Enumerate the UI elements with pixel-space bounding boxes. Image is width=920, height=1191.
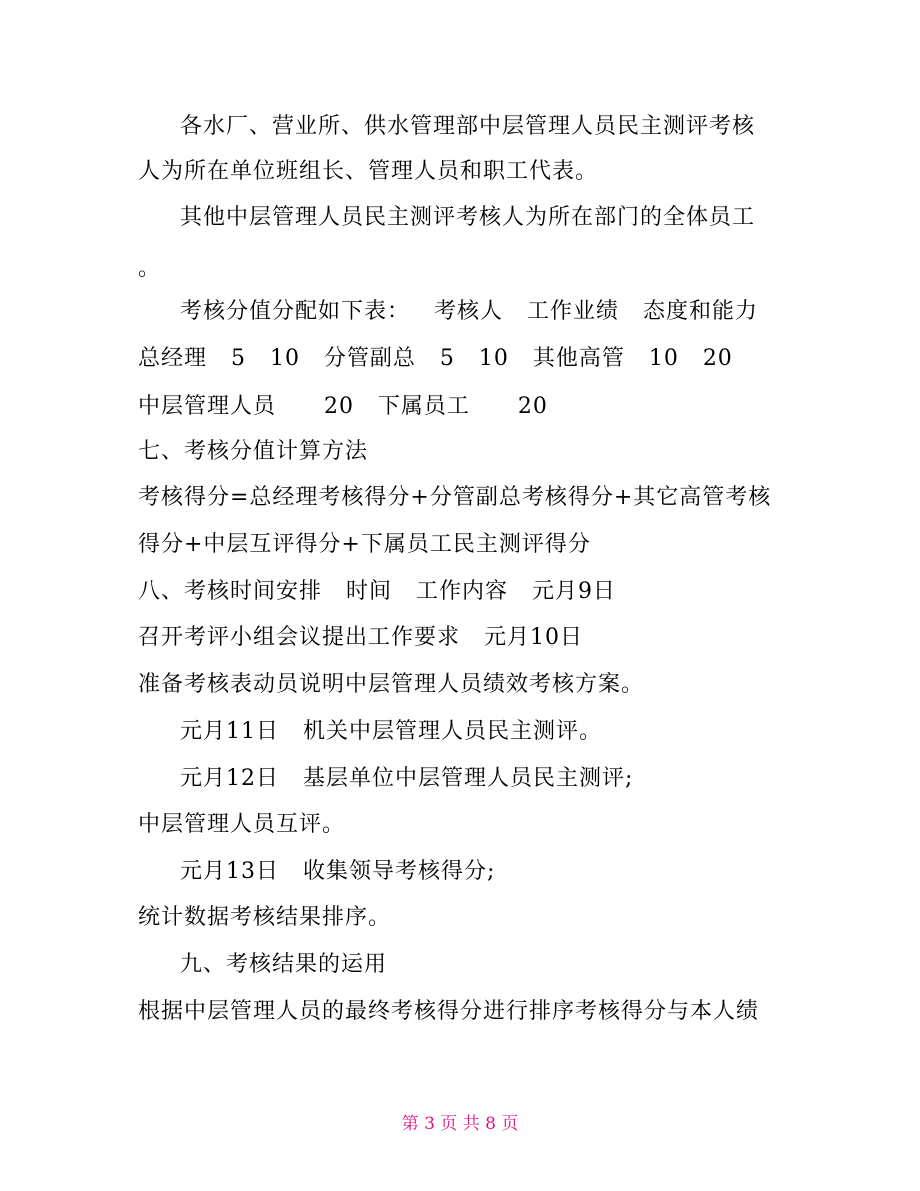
schedule-item: 元月11日 机关中层管理人员民主测评。 [180, 719, 602, 744]
paragraph-line: 。 [138, 256, 162, 281]
score-table-row: 中层管理人员 20 下属员工 20 [138, 394, 548, 419]
paragraph-line: 考核分值分配如下表： 考核人 工作业绩 态度和能力 [180, 299, 758, 324]
paragraph-line: 统计数据考核结果排序。 [138, 905, 392, 930]
schedule-item: 元月13日 收集领导考核得分; [180, 859, 496, 884]
paragraph-line: 准备考核表动员说明中层管理人员绩效考核方案。 [138, 672, 645, 697]
score-table-row: 总经理 5 10 分管副总 5 10 其他高管 10 20 [138, 346, 733, 371]
paragraph-line: 各水厂、营业所、供水管理部中层管理人员民主测评考核 [180, 114, 756, 139]
paragraph-line: 其他中层管理人员民主测评考核人为所在部门的全体员工 [180, 205, 756, 230]
paragraph-line: 召开考评小组会议提出工作要求 元月10日 [138, 625, 583, 650]
paragraph-line: 得分+中层互评得分+下属员工民主测评得分 [138, 532, 591, 557]
section-heading: 九、考核结果的运用 [180, 952, 388, 977]
section-heading: 七、考核分值计算方法 [138, 439, 369, 464]
section-heading: 八、考核时间安排 时间 工作内容 元月9日 [138, 579, 616, 604]
paragraph-line: 考核得分=总经理考核得分+分管副总考核得分+其它高管考核 [138, 485, 772, 510]
paragraph-line: 人为所在单位班组长、管理人员和职工代表。 [138, 159, 599, 184]
schedule-item: 元月12日 基层单位中层管理人员民主测评; [180, 766, 634, 791]
paragraph-line: 根据中层管理人员的最终考核得分进行排序考核得分与本人绩 [138, 999, 760, 1024]
paragraph-line: 中层管理人员互评。 [138, 812, 346, 837]
page-number-footer: 第 3 页 共 8 页 [401, 1114, 519, 1134]
